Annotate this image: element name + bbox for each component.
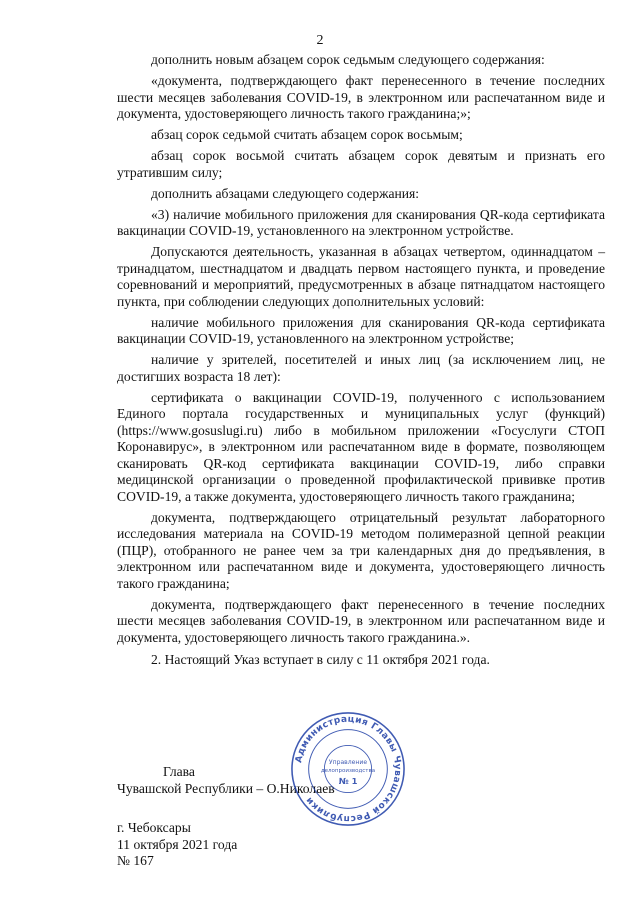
svg-text:делопроизводства: делопроизводства xyxy=(320,767,376,774)
paragraph: Допускаются деятельность, указанная в абзацах четвертом, одиннадцатом – тринадцатом, шестнадцатом и двадцать первом настоящего пункта, и проведение соревнований и мероприятий, предусмотренных в абзаце пятнадцатом настоящего пункта, при соблюдении следующих дополнительных условий: xyxy=(117,244,605,309)
signatory-name: Чувашской Республики – О.Николаев xyxy=(117,780,335,796)
document-body xyxy=(117,52,605,673)
footer-city: г. Чебоксары xyxy=(117,820,191,835)
document-footer xyxy=(117,820,237,870)
svg-text:Управление: Управление xyxy=(328,759,368,767)
paragraph: наличие мобильного приложения для сканирования QR-кода сертификата вакцинации COVID-19, установленного на электронном устройстве; xyxy=(117,314,605,346)
paragraph: «документа, подтверждающего факт перенесенного в течение последних шести месяцев заболевания COVID-19, в электронном или распечатанном виде и документа, удостоверяющего личность такого гражданина;»; xyxy=(117,73,605,121)
paragraph: абзац сорок седьмой считать абзацем сорок восьмым; xyxy=(151,127,463,142)
footer-date: 11 октября 2021 года xyxy=(117,836,238,852)
paragraph: наличие у зрителей, посетителей и иных лиц (за исключением лиц, не достигших возраста 18 лет): xyxy=(117,352,605,384)
footer-number: № 167 xyxy=(117,853,154,868)
paragraph: документа, подтверждающего факт перенесенного в течение последних шести месяцев заболевания COVID-19, в электронном или распечатанном виде и документа, удостоверяющего личность такого гражданина.». xyxy=(117,596,605,645)
svg-text:Администрация Главы Чувашской: Администрация Главы Чувашской Республики xyxy=(294,714,403,824)
paragraph: абзац сорок восьмой считать абзацем сорок девятым и признать его утратившим силу; xyxy=(117,148,605,180)
paragraph-effective-date: 2. Настоящий Указ вступает в силу с 11 октября 2021 года. xyxy=(151,652,490,667)
page-number: 2 xyxy=(316,33,324,48)
paragraph: сертификата о вакцинации COVID-19, полученного с использованием Единого портала государственных и муниципальных услуг (функций) (https://www.gosuslugi.ru) либо в мобильном приложении «Госуслуги СТОП Коронавирус», в электронном или распечатанном виде в формате, позволяющем сканировать QR-код сертификата вакцинации COVID-19, либо справки медицинской организации о проведенной профилактической прививке против COVID-19, а также документа, удостоверяющего личность такого гражданина; xyxy=(117,389,605,504)
signatory-title: Глава xyxy=(163,764,195,779)
paragraph: «3) наличие мобильного приложения для сканирования QR-кода сертификата вакцинации COVID-19, установленного на электронном устройстве. xyxy=(117,206,605,238)
official-stamp xyxy=(289,710,407,828)
paragraph: документа, подтверждающего отрицательный результат лабораторного исследования материала на COVID-19 методом полимеразной цепной реакции (ПЦР), отобранного не ранее чем за три календарных дня до предъявления, в электронном или распечатанном виде и документа, удостоверяющего личность такого гражданина; xyxy=(117,509,605,591)
paragraph: дополнить абзацами следующего содержания: xyxy=(151,185,420,201)
paragraph: дополнить новым абзацем сорок седьмым следующего содержания: xyxy=(151,52,545,67)
svg-text:№ 1: № 1 xyxy=(338,775,358,786)
